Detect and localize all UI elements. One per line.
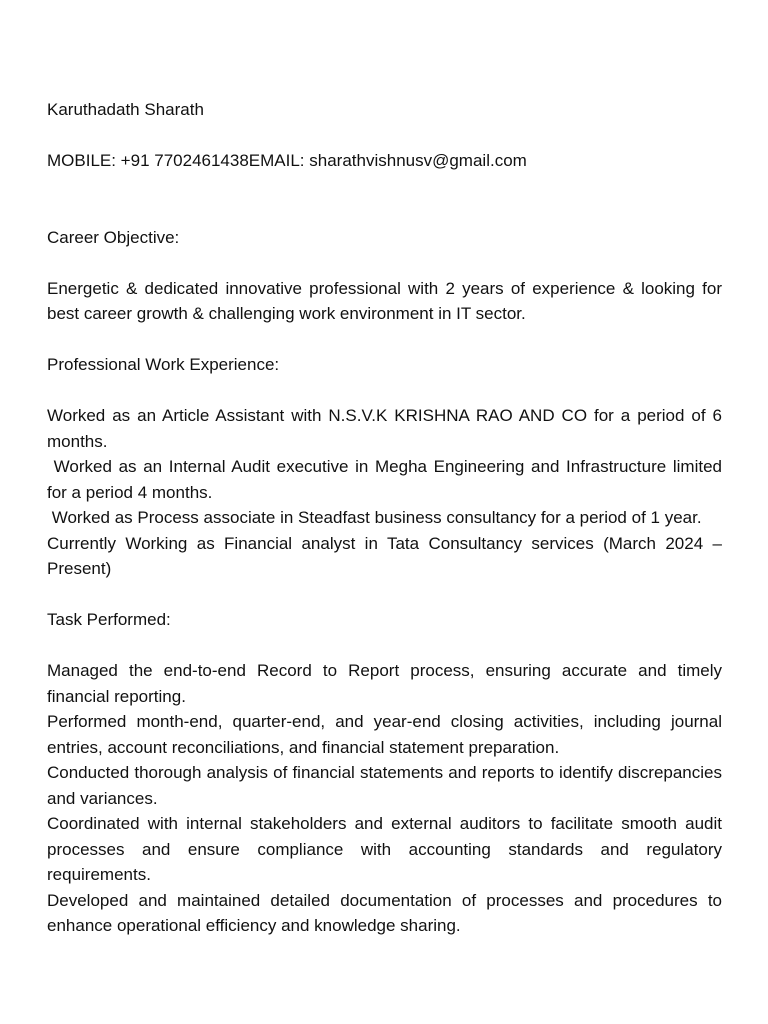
spacer <box>47 378 722 404</box>
career-objective-text: Energetic & dedicated innovative professional with 2 years of experience & looking for best career growth & challenging work environment in IT sector. <box>47 278 722 323</box>
task-item: Coordinated with internal stakeholders and external auditors to facilitate smooth audit processes and ensure compliance with accounting standards and regulatory requirements. <box>47 814 722 884</box>
task-item: Developed and maintained detailed documentation of processes and procedures to enhance operational efficiency and knowledge sharing. <box>47 890 722 935</box>
task-item: Performed month-end, quarter-end, and year-end closing activities, including journal entries, account reconciliations, and financial statement preparation. <box>47 712 722 757</box>
spacer <box>47 123 722 149</box>
task-item: Conducted thorough analysis of financial statements and reports to identify discrepancies and variances. <box>47 763 722 808</box>
tasks-list <box>47 658 722 939</box>
task-item: Managed the end-to-end Record to Report process, ensuring accurate and timely financial reporting. <box>47 661 722 706</box>
experience-item: Worked as an Internal Audit executive in Megha Engineering and Infrastructure limited for a period 4 months. <box>47 457 727 502</box>
spacer <box>47 174 722 225</box>
resume-page <box>47 97 727 939</box>
career-objective-heading: Career Objective: <box>47 227 180 247</box>
experience-item: Worked as Process associate in Steadfast business consultancy for a period of 1 year. <box>47 508 702 527</box>
experience-heading: Professional Work Experience: <box>47 355 280 374</box>
candidate-name: Karuthadath Sharath <box>47 100 204 119</box>
experience-item: Worked as an Article Assistant with N.S.V.K KRISHNA RAO AND CO for a period of 6 months. <box>47 406 727 451</box>
spacer <box>47 633 722 659</box>
spacer <box>47 327 722 353</box>
tasks-heading: Task Performed: <box>47 610 171 629</box>
spacer <box>47 582 722 608</box>
contact-details: MOBILE: +91 7702461438EMAIL: sharathvishnusv@gmail.com <box>47 151 527 170</box>
experience-list <box>47 403 727 582</box>
spacer <box>47 250 722 276</box>
experience-item: Currently Working as Financial analyst in Tata Consultancy services (March 2024 – Present) <box>47 533 727 578</box>
